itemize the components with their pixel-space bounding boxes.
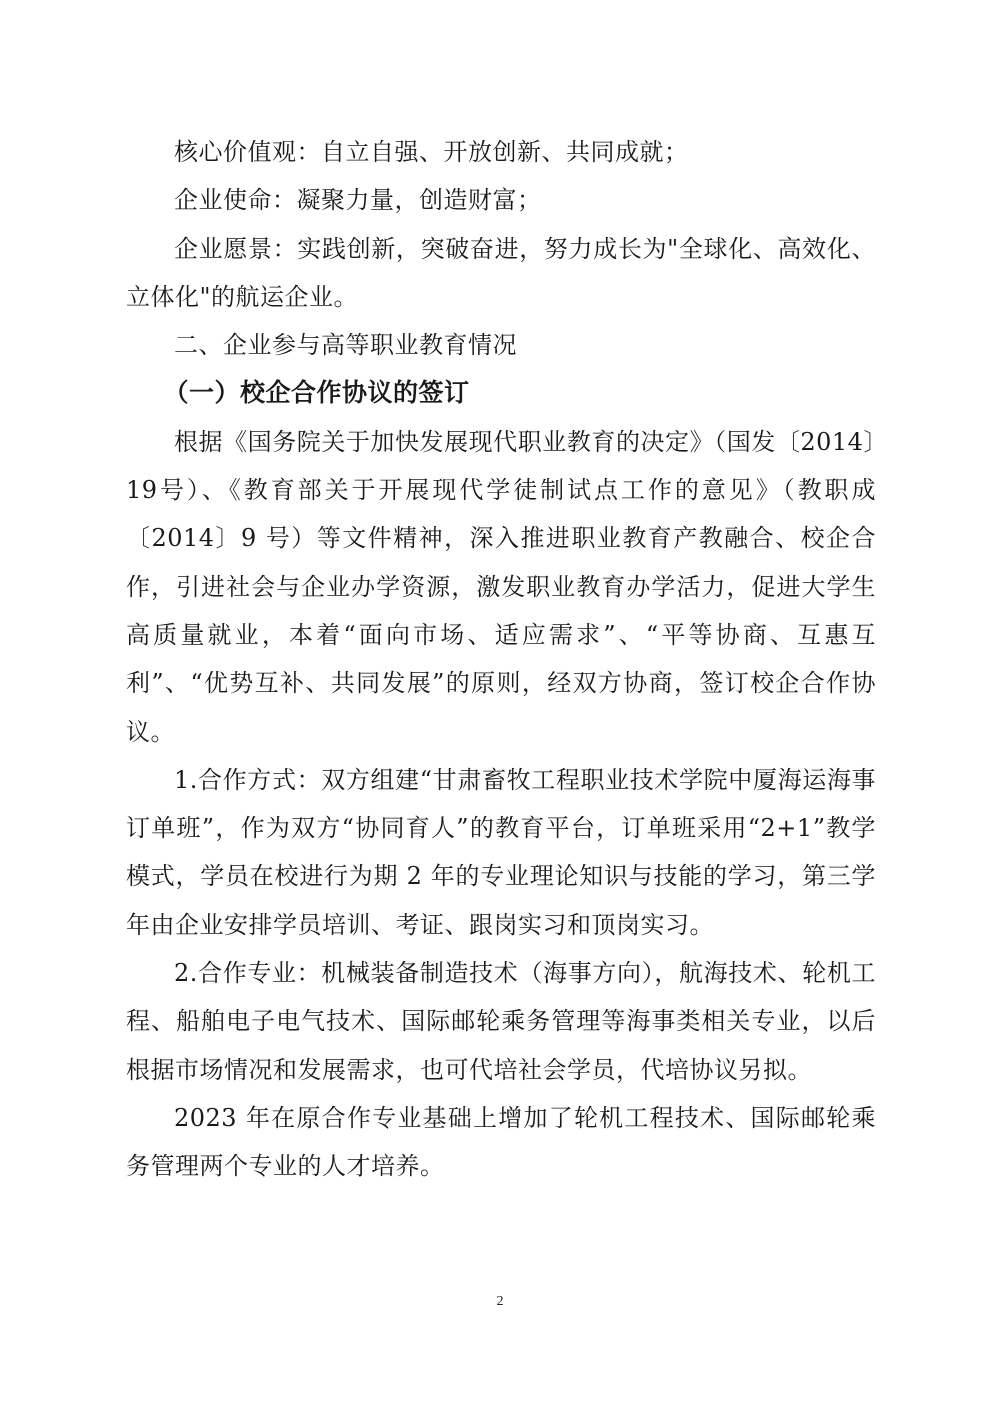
update-2023-paragraph: 2023 年在原合作专业基础上增加了轮机工程技术、国际邮轮乘务管理两个专业的人才培养。 [126,1103,876,1181]
cooperation-mode-paragraph: 1.合作方式：双方组建“甘肃畜牧工程职业技术学院中厦海运海事订单班”，作为双方“协同育人”的教育平台，订单班采用“2+1”教学模式，学员在校进行为期 2 年的专业理论知识与技能的学习，第三学年由企业安排学员培训、考证、跟岗实习和顶岗实习。 [126,765,876,939]
mission-paragraph: 企业使命：凝聚力量，创造财富； [174,186,542,215]
subsection-heading: （一）校企合作协议的签订 [163,378,470,408]
document-body [126,128,876,1191]
core-values-paragraph: 核心价值观：自立自强、开放创新、共同成就； [174,138,689,166]
cooperation-majors-paragraph: 2.合作专业：机械装备制造技术（海事方向），航海技术、轮机工程、船舶电子电气技术、国际邮轮乘务管理等海事类相关专业，以后根据市场情况和发展需求，也可代培社会学员，代培协议另拟。 [126,959,876,1084]
page-number: 2 [496,1294,504,1309]
vision-paragraph: 企业愿景：实践创新，突破奋进，努力成长为"全球化、高效化、立体化"的航运企业。 [126,234,876,311]
section-heading: 二、企业参与高等职业教育情况 [174,331,517,360]
agreement-paragraph: 根据《国务院关于加快发展现代职业教育的决定》（国发〔2014〕19号）、《教育部关于开展现代学徒制试点工作的意见》（教职成〔2014〕9 号）等文件精神，深入推进职业教育产教融合、校企合作，引进社会与企业办学资源，激发职业教育办学活力，促进大学生高质量就业，本着“面向市场、适应需求”、“平等协商、互惠互利”、“优势互补、共同发展”的原则，经双方协商，签订校企合作协议。 [126,427,876,746]
